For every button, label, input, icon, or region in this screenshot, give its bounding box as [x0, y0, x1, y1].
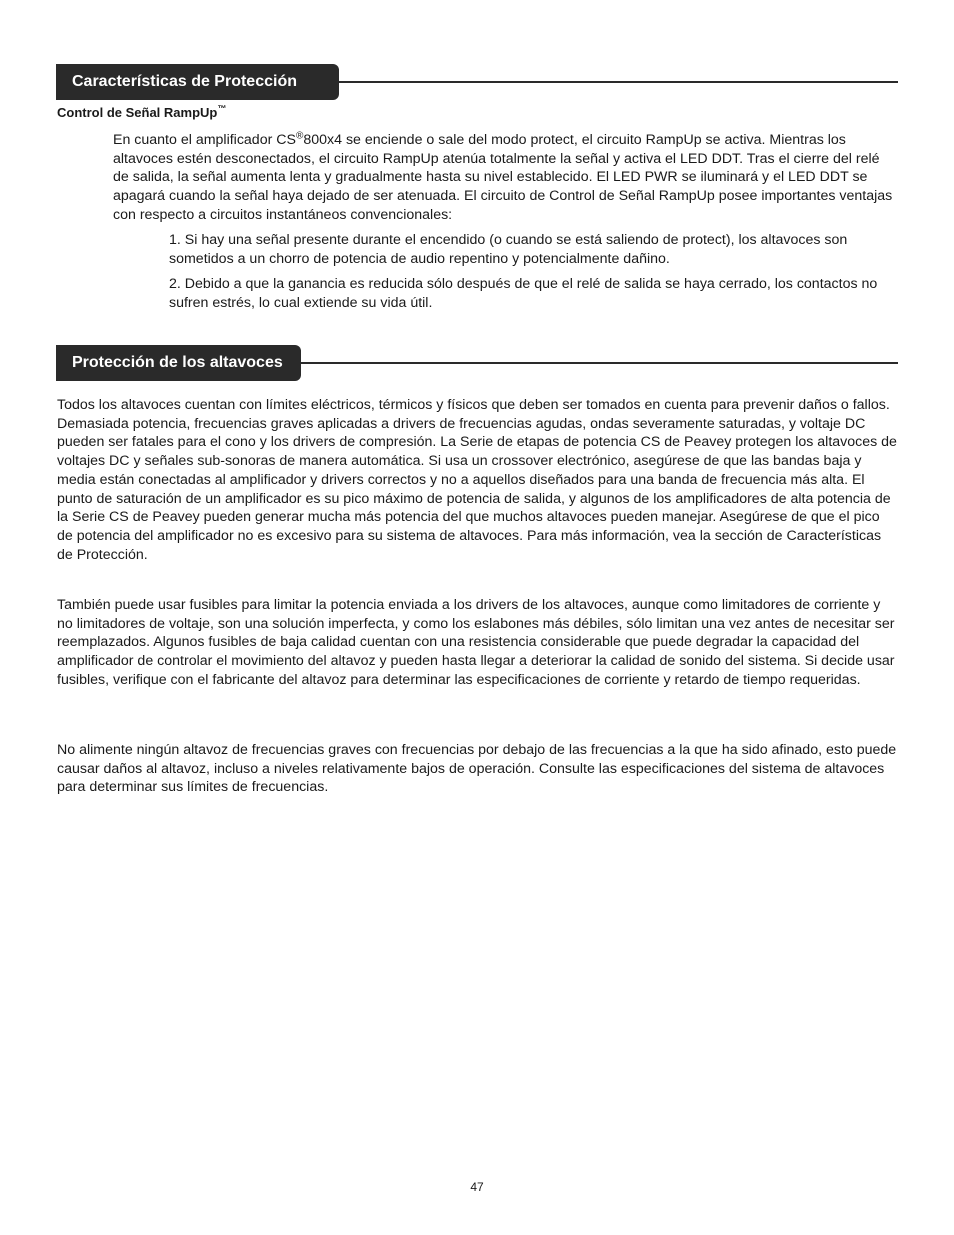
intro-text-part2: 800x4 se enciende o sale del modo protect, el circuito RampUp se activa. Mientras los altavoces estén desconectados, el circuito RampUp atenúa totalmente la señal y activa el LED DDT. Tras el cierre del relé de salida, la señal aumenta lenta y gradualmente hasta su nivel establecido. El LED PWR se iluminará y el LED DDT se apagará cuando la señal haya dejado de ser atenuada. El circuito de Control de Señal RampUp posee importantes ventajas con respecto a circuitos instantáneos convencionales:	[113, 132, 893, 223]
section-header-protection-features	[56, 64, 898, 100]
section-title-protection-features: Características de Protección	[56, 64, 339, 100]
rampup-list-item-1: 1. Si hay una señal presente durante el encendido (o cuando se está saliendo de protect), los altavoces son sometidos a un chorro de potencia de audio repentino y potencialmente dañino.	[169, 232, 848, 267]
speaker-protection-paragraph-3: No alimente ningún altavoz de frecuencias graves con frecuencias por debajo de las frecuencias a la que ha sido afinado, esto puede causar daños al altavoz, incluso a niveles relativamente bajos de operación. Consulte las especificaciones del sistema de altavoces para determinar sus límites de frecuencias.	[57, 742, 897, 796]
subhead-rampup	[57, 105, 226, 121]
subhead-rampup-label: Control de Señal RampUp	[57, 105, 218, 120]
speaker-protection-paragraph-1: Todos los altavoces cuentan con límites eléctricos, térmicos y físicos que deben ser tomados en cuenta para prevenir daños o fallos. Demasiada potencia, frecuencias graves aplicadas a drivers de frecuencias agudas, ondas severamente saturadas, y voltaje DC pueden ser fatales para el cono y los drivers de compresión. La Serie de etapas de potencia CS de Peavey protegen los altavoces de voltajes DC y señales sub-sonoras de manera automática. Si usa un crossover electrónico, asegúrese de que las bandas baja y media están conectadas al amplificador y drivers correctos y no a aquellos diseñados para una banda de frecuencia más alta. El punto de saturación de un amplificador es su pico máximo de potencia de salida, y algunos de los amplificadores de alta potencia de la Serie CS de Peavey pueden generar mucha más potencia del que muchos altavoces pueden manejar. Asegúrese de que el pico de potencia del amplificador no es excesivo para su sistema de altavoces. Para más información, vea la sección de Características de Protección.	[57, 397, 897, 563]
intro-text-part1: En cuanto el amplificador CS	[113, 132, 296, 148]
speaker-protection-paragraph-2: También puede usar fusibles para limitar la potencia enviada a los drivers de los altavoces, aunque como limitadores de corriente y no limitadores de voltaje, son una solución imperfecta, y como los eslabones más débiles, sólo limitan una vez antes de necesitar ser reemplazados. Algunos fusibles de baja calidad cuentan con una resistencia considerable que puede degradar la capacidad del amplificador de controlar el movimiento del altavoz y pueden hasta llegar a deteriorar la calidad de sonido del sistema. Si decide usar fusibles, verifique con el fabricante del altavoz para determinar las especificaciones de corriente y retardo de tiempo requeridas.	[57, 597, 895, 688]
rampup-intro-paragraph	[113, 131, 893, 225]
section-divider	[301, 362, 898, 364]
registered-mark: ®	[295, 130, 304, 142]
section-header-speaker-protection	[56, 345, 898, 381]
rampup-list-item-2: 2. Debido a que la ganancia es reducida sólo después de que el relé de salida se haya cerrado, los contactos no sufren estrés, lo cual extiende su vida útil.	[169, 276, 878, 311]
section-divider	[339, 81, 898, 83]
trademark-mark: ™	[217, 103, 227, 114]
section-title-speaker-protection: Protección de los altavoces	[56, 345, 301, 381]
page-number: 47	[470, 1180, 484, 1194]
